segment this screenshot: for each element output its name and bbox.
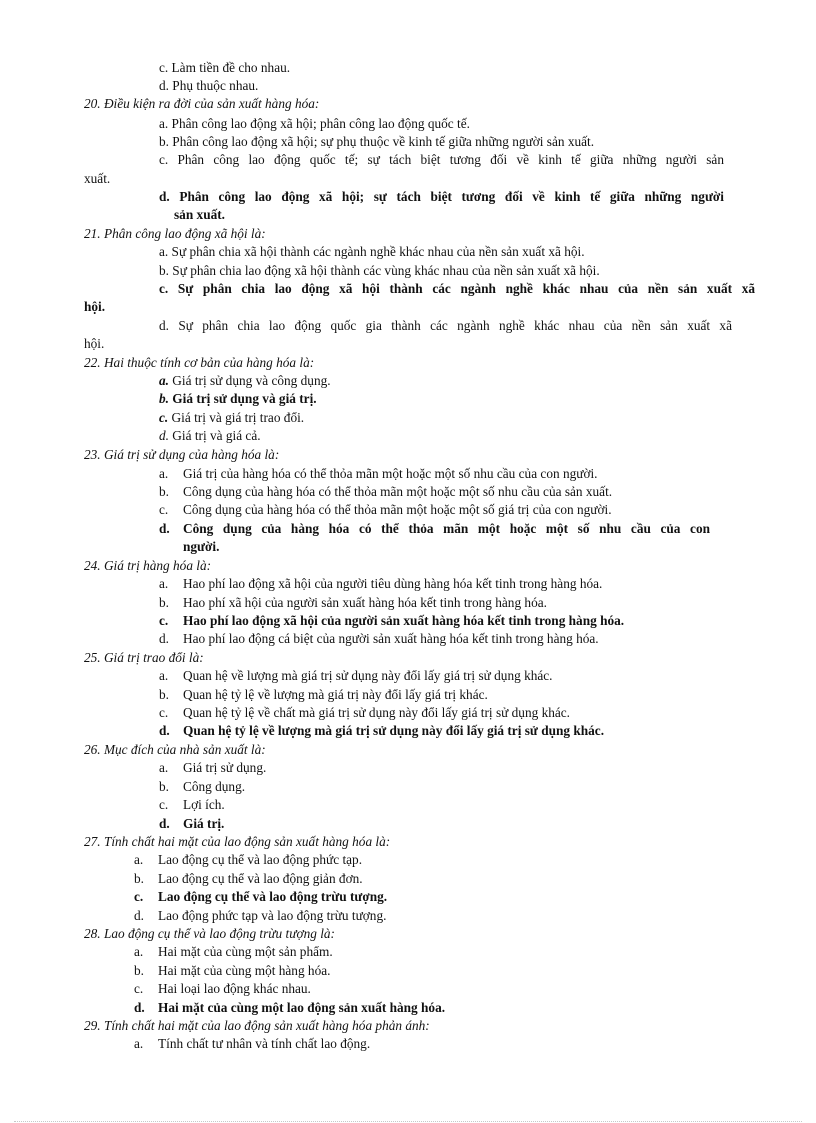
answer-option: c. Lao động cụ thể và lao động trừu tượng. (134, 889, 388, 904)
answer-option: d. Quan hệ tỷ lệ về lượng mà giá trị sử dụng này đổi lấy giá trị sử dụng khác. (159, 723, 605, 738)
answer-option-continuation: sản xuất. (174, 207, 225, 222)
option-text: b. Công dụng của hàng hóa có thể thỏa mãn một hoặc một số nhu cầu của sản xuất. (159, 484, 613, 499)
question-heading: 20. Điều kiện ra đời của sản xuất hàng hóa: (84, 96, 320, 111)
page-bottom-border (14, 1121, 802, 1122)
question-heading: 28. Lao động cụ thể và lao động trừu tượng là: (84, 926, 335, 941)
option-text: c. Hai loại lao động khác nhau. (134, 981, 311, 996)
option-text: a. Giá trị sử dụng và công dụng. (159, 373, 331, 388)
option-text: b. Lao động cụ thể và lao động giản đơn. (134, 871, 363, 886)
answer-option: c. Hao phí lao động xã hội của người sản xuất hàng hóa kết tinh trong hàng hóa. (159, 613, 625, 628)
option-text: c. Phân công lao động quốc tế; sự tách biệt tương đối về kinh tế giữa những người sản (159, 152, 724, 167)
option-text: c. Làm tiền đề cho nhau. (159, 60, 291, 75)
option-text: a. Hao phí lao động xã hội của người tiêu dùng hàng hóa kết tinh trong hàng hóa. (159, 576, 603, 591)
option-text: c. Công dụng của hàng hóa có thể thỏa mãn một hoặc một số giá trị của con người. (159, 502, 612, 517)
option-text: b. Quan hệ tỷ lệ về lượng mà giá trị này đổi lấy giá trị khác. (159, 687, 488, 702)
option-text: a. Sự phân chia xã hội thành các ngành nghề khác nhau của nền sản xuất xã hội. (159, 244, 585, 259)
option-text: d. Lao động phức tạp và lao động trừu tượng. (134, 908, 387, 923)
option-text: c. Lợi ích. (159, 797, 225, 812)
answer-option: d. Giá trị. (159, 816, 225, 831)
question-heading: 21. Phân công lao động xã hội là: (84, 226, 266, 241)
answer-option: d. Phân công lao động xã hội; sự tách biệt tương đối về kinh tế giữa những người (159, 189, 724, 204)
option-text: a. Tính chất tư nhân và tính chất lao động. (134, 1036, 371, 1051)
answer-option: d. Công dụng của hàng hóa có thể thỏa mãn một hoặc một số nhu cầu của con (159, 521, 710, 536)
option-text: a. Phân công lao động xã hội; phân công lao động quốc tế. (159, 116, 470, 131)
option-text: a. Lao động cụ thể và lao động phức tạp. (134, 852, 363, 867)
option-text: a. Hai mặt của cùng một sản phẩm. (134, 944, 333, 959)
option-text: a. Quan hệ về lượng mà giá trị sử dụng này đổi lấy giá trị sử dụng khác. (159, 668, 553, 683)
option-text: b. Sự phân chia lao động xã hội thành các vùng khác nhau của nền sản xuất xã hội. (159, 263, 600, 278)
question-heading: 25. Giá trị trao đổi là: (84, 650, 204, 665)
question-heading: 29. Tính chất hai mặt của lao động sản xuất hàng hóa phản ánh: (84, 1018, 430, 1033)
option-text: c. Giá trị và giá trị trao đổi. (159, 410, 305, 425)
question-heading: 24. Giá trị hàng hóa là: (84, 558, 212, 573)
option-text-continuation: hội. (84, 336, 105, 351)
question-heading: 22. Hai thuộc tính cơ bản của hàng hóa là: (84, 355, 315, 370)
question-heading: 26. Mục đích của nhà sản xuất là: (84, 742, 266, 757)
question-heading: 27. Tính chất hai mặt của lao động sản xuất hàng hóa là: (84, 834, 391, 849)
option-text: b. Hao phí xã hội của người sản xuất hàng hóa kết tinh trong hàng hóa. (159, 595, 547, 610)
option-text: a. Giá trị của hàng hóa có thể thỏa mãn một hoặc một số nhu cầu của con người. (159, 466, 598, 481)
option-text: d. Giá trị và giá cả. (159, 428, 261, 443)
answer-option-continuation: hội. (84, 299, 106, 314)
answer-option-continuation: người. (183, 539, 220, 554)
option-text: d. Sự phân chia lao động quốc gia thành các ngành nghề khác nhau của nền sản xuất xã (159, 318, 732, 333)
option-text-continuation: xuất. (84, 171, 111, 186)
answer-option: d. Hai mặt của cùng một lao động sản xuất hàng hóa. (134, 1000, 446, 1015)
option-text: b. Phân công lao động xã hội; sự phụ thuộc về kinh tế giữa những người sản xuất. (159, 134, 595, 149)
option-text: d. Phụ thuộc nhau. (159, 78, 259, 93)
option-text: b. Công dụng. (159, 779, 246, 794)
option-text: d. Hao phí lao động cá biệt của người sản xuất hàng hóa kết tinh trong hàng hóa. (159, 631, 599, 646)
option-text: a. Giá trị sử dụng. (159, 760, 267, 775)
option-text: b. Hai mặt của cùng một hàng hóa. (134, 963, 331, 978)
option-text: c. Quan hệ tỷ lệ về chất mà giá trị sử dụng này đổi lấy giá trị sử dụng khác. (159, 705, 570, 720)
question-heading: 23. Giá trị sử dụng của hàng hóa là: (84, 447, 280, 462)
answer-option: b. Giá trị sử dụng và giá trị. (159, 391, 317, 406)
answer-option: c. Sự phân chia lao động xã hội thành các ngành nghề khác nhau của nền sản xuất xã (159, 281, 755, 296)
